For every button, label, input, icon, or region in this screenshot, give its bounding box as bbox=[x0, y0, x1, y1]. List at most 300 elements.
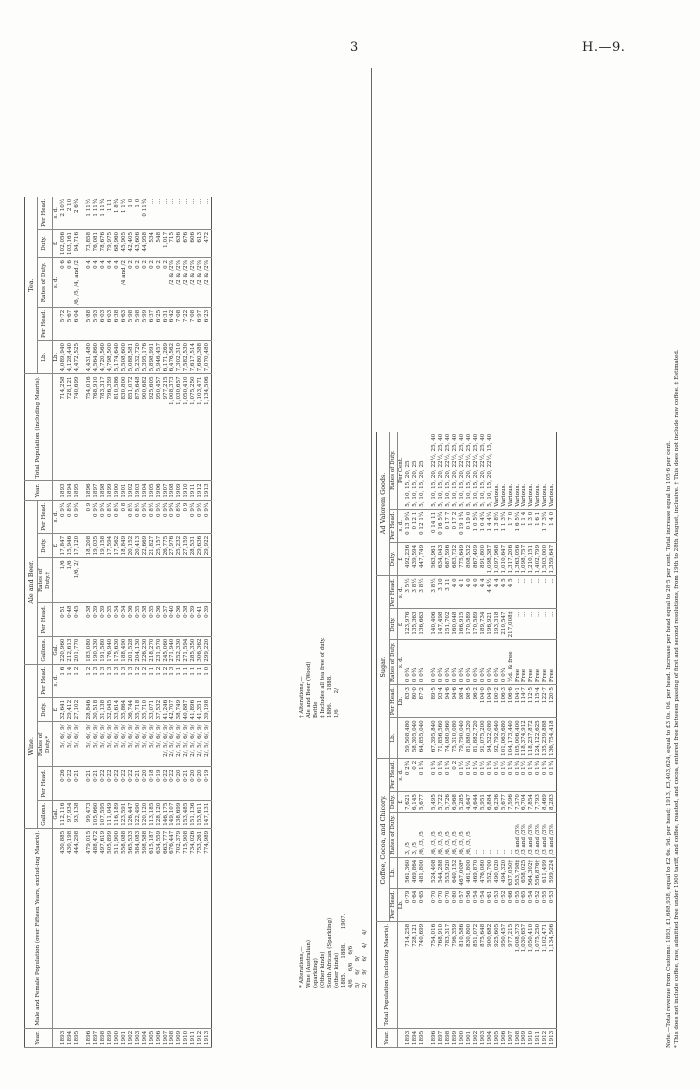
tea-year-cell: 1895 bbox=[74, 481, 81, 500]
tea-duty-per-head-cell: ... bbox=[183, 197, 190, 230]
sugar-lb-cell: 92,792,640 bbox=[494, 718, 501, 759]
ale-per-head-cell: 0·35 bbox=[149, 603, 156, 636]
coffee-duty-cell: 5,722 bbox=[438, 792, 445, 813]
advalorem-per-head-cell: 0 16 5¼ bbox=[438, 509, 445, 542]
wine-gallons-cell: 113,185 bbox=[149, 800, 156, 828]
wine-gallons-cell: 105,660 bbox=[93, 800, 100, 828]
coffee-sugar-advalorem-table bbox=[376, 432, 557, 1048]
coffee-lb-cell: 552,700 bbox=[487, 857, 494, 888]
sugar-duty-cell: 166,915 bbox=[459, 609, 466, 640]
year-cell: 1902 bbox=[128, 1028, 135, 1047]
ale-duty-per-head-cell: 0 9¼ bbox=[190, 500, 197, 533]
ale-duty-per-head-cell: 0 8¾ bbox=[67, 500, 74, 533]
advalorem-duty-cell: 1,098,757 bbox=[521, 542, 528, 575]
col-gallons: Gallons. bbox=[38, 800, 53, 828]
wine-per-head-cell: 0·26 bbox=[60, 767, 67, 800]
wine-rates-cell: 5/, 6/, 9/ bbox=[86, 722, 93, 767]
year-cell: 1906 bbox=[156, 1028, 163, 1047]
tea-lb-cell: 5,946,457 bbox=[156, 340, 163, 373]
tea-duty-per-head-cell: 2 10½ bbox=[60, 197, 67, 230]
advalorem-per-head-cell: 0 17 7 bbox=[445, 509, 452, 542]
unit-label: £ bbox=[52, 229, 59, 257]
ale-duty-per-head-cell: 0 8 bbox=[121, 500, 128, 533]
tea-duty-per-head-cell: ... bbox=[204, 197, 211, 230]
sugar-duty-per-head-cell: 4 4 bbox=[494, 576, 501, 609]
table-row bbox=[142, 197, 149, 1048]
coffee-lb-cell: 467,008* bbox=[459, 857, 466, 888]
wine-note-year: 1888. bbox=[341, 943, 348, 959]
group-advalorem: Ad Valorem Goods. bbox=[377, 432, 390, 576]
ale-duty-cell: 17,847 bbox=[60, 533, 67, 558]
coffee-rates-cell: ... bbox=[487, 813, 494, 858]
tea-year-cell: 1911 bbox=[190, 481, 197, 500]
wine-per-head-cell: 0·22 bbox=[121, 767, 128, 800]
unit-label bbox=[52, 828, 59, 1028]
coffee-duty-per-head-cell: 0 1½ bbox=[480, 758, 487, 791]
ale-duty-cell: 17,562 bbox=[114, 533, 121, 558]
unit-label: s. d. bbox=[52, 197, 59, 230]
tea-year-cell: 1905 bbox=[149, 481, 156, 500]
advalorem-per-head-cell: 1 7 3¼ bbox=[542, 509, 549, 542]
tea-lb-cell: 6,171,269 bbox=[163, 340, 170, 373]
coffee-duty-cell: 7,621 bbox=[405, 792, 412, 813]
wine-gallons-cell: 97,934 bbox=[67, 800, 74, 828]
coffee-per-head-cell: 0·64 bbox=[412, 888, 419, 921]
sugar-duty-cell: 160,048 bbox=[452, 609, 459, 640]
sugar-rates-cell: Free bbox=[515, 640, 522, 685]
population-cell: 796,359 bbox=[452, 921, 459, 1028]
wine-duty-per-head-cell: 1 1 bbox=[183, 664, 190, 697]
coffee-lb-cell: 637,050† bbox=[508, 857, 515, 888]
advalorem-rates-cell: 5, 10, 15, 20, 25 bbox=[419, 432, 426, 510]
advalorem-per-head-cell: 0 17 2 bbox=[452, 509, 459, 542]
coffee-per-head-cell: 0·55 bbox=[542, 888, 549, 921]
wine-rates-cell: 2/, 5/, 6/, 9/ bbox=[204, 722, 211, 767]
sugar-rates-cell: ½d. & free bbox=[508, 640, 515, 685]
wine-note-year: 1907. bbox=[341, 913, 348, 930]
table-row bbox=[549, 432, 556, 1048]
wine-note-rate: 5/ bbox=[355, 982, 362, 988]
tea-rates-cell: /2 & /2⅞ bbox=[204, 258, 211, 308]
ale-duty-per-head-cell: 0 9¼ bbox=[204, 500, 211, 533]
ale-per-head-cell: 0·35 bbox=[107, 603, 114, 636]
sugar-lb-cell: 136,754,418 bbox=[549, 718, 556, 759]
wine-note-line: Wine (Australian) bbox=[306, 940, 313, 988]
sugar-lb-cell: 75,310,080 bbox=[452, 718, 459, 759]
tea-rates-cell: 0 6 bbox=[67, 258, 74, 308]
tea-duty-per-head-cell: 1 0 bbox=[128, 197, 135, 230]
tea-year-cell: 1904 bbox=[142, 481, 149, 500]
ale-rates-cell: 1/6 bbox=[60, 558, 67, 603]
sugar-duty-cell: 170,589 bbox=[466, 609, 473, 640]
sugar-per-head-cell: 120·5 bbox=[549, 685, 556, 718]
ale-per-head-cell: 0·45 bbox=[74, 603, 81, 636]
year-cell: 1906 bbox=[501, 1028, 508, 1047]
wine-duty-cell: 27,102 bbox=[74, 697, 81, 722]
advalorem-rates-cell: 5, 10, 15, 20, 22½, 25, 40 bbox=[473, 432, 480, 510]
unit-label: £ bbox=[397, 609, 404, 640]
table-row bbox=[501, 432, 508, 1048]
tea-lb-cell: 7,302,310 bbox=[176, 340, 183, 373]
unit-label bbox=[397, 1028, 404, 1047]
unit-label: s. d. bbox=[397, 640, 404, 685]
ale-per-head-cell: 0·34 bbox=[114, 603, 121, 636]
ale-rates-cell bbox=[149, 558, 156, 603]
sugar-duty-cell: ... bbox=[542, 609, 549, 640]
coffee-duty-per-head-cell: 0 1½ bbox=[494, 758, 501, 791]
col-per-head: Per Head. bbox=[390, 888, 398, 921]
wine-note-rate: 9/ bbox=[355, 956, 362, 962]
unit-label: Lb. bbox=[397, 685, 404, 718]
tea-per-head-cell: 6·03 bbox=[107, 307, 114, 340]
year-cell: 1910 bbox=[183, 1028, 190, 1047]
tea-duty-per-head-cell: 2 6¾ bbox=[74, 197, 81, 230]
tea-population-cell: 783,317 bbox=[100, 374, 107, 481]
sugar-lb-cell: 94,522,080 bbox=[487, 718, 494, 759]
ale-gallons-cell: 226,230 bbox=[142, 636, 149, 664]
sugar-duty-per-head-cell: ... bbox=[535, 576, 542, 609]
tea-duty-per-head-cell: ... bbox=[190, 197, 197, 230]
coffee-rates-cell: /6, /3, /5 bbox=[459, 813, 466, 858]
advalorem-rates-cell: 5, 10, 15, 20, 22½, 25, 40 bbox=[452, 432, 459, 510]
sugar-duty-per-head-cell: 3 5½ bbox=[405, 576, 412, 609]
tea-rates-cell: 0 2 bbox=[149, 258, 156, 308]
ale-per-head-cell: 0·34 bbox=[121, 603, 128, 636]
population-cell: 479,015 bbox=[86, 828, 93, 1028]
wine-duty-cell: 33,071 bbox=[149, 697, 156, 722]
unit-label: Gal. bbox=[52, 636, 59, 664]
sugar-lb-cell: 79,790,040 bbox=[459, 718, 466, 759]
coffee-lb-cell: 553,798‡ bbox=[515, 857, 522, 888]
wine-note-line: * Alterations,— bbox=[299, 946, 305, 988]
sugar-lb-cell: 135,239,888 bbox=[542, 718, 549, 759]
sugar-lb-cell: 105,006,400 bbox=[515, 718, 522, 759]
wine-duty-per-head-cell: 1 3 bbox=[114, 664, 121, 697]
tea-per-head-cell: 7·08 bbox=[190, 307, 197, 340]
tea-population-cell: 768,910 bbox=[93, 374, 100, 481]
tea-duty-cell: 73,858 bbox=[86, 229, 93, 257]
ale-duty-cell: 27,976 bbox=[169, 533, 176, 558]
tea-rates-cell: 0 4 bbox=[93, 258, 100, 308]
coffee-rates-cell: /3 and /3⅞ bbox=[528, 813, 535, 858]
coffee-duty-cell: 6,968 bbox=[452, 792, 459, 813]
col-lb: Lb. bbox=[390, 857, 398, 888]
advalorem-per-head-cell: 0 12 1¼ bbox=[419, 509, 426, 542]
tea-lb-cell: 4,720,560 bbox=[100, 340, 107, 373]
ale-gallons-cell: 190,330 bbox=[93, 636, 100, 664]
wine-duty-cell: 33,614 bbox=[114, 697, 121, 722]
population-cell: 676,447 bbox=[169, 828, 176, 1028]
table-row bbox=[438, 432, 445, 1048]
wine-duty-per-head-cell: 1 2 bbox=[156, 664, 163, 697]
sugar-lb-cell: 101,063,680 bbox=[501, 718, 508, 759]
advalorem-rates-cell: Various. bbox=[501, 432, 508, 510]
wine-duty-per-head-cell: 1 1 bbox=[176, 664, 183, 697]
year-cell: 1893 bbox=[405, 1028, 412, 1047]
ale-rates-cell: 1/6, 2/ bbox=[74, 558, 81, 603]
ale-rates-cell: 1/6 bbox=[67, 558, 74, 603]
tea-duty-cell: 548 bbox=[156, 229, 163, 257]
tea-population-cell: 754,016 bbox=[86, 374, 93, 481]
unit-label bbox=[52, 558, 59, 603]
table-row bbox=[121, 197, 128, 1048]
tea-population-cell: 1,030,657 bbox=[176, 374, 183, 481]
coffee-duty-cell: 6,884 bbox=[487, 792, 494, 813]
ale-rates-cell bbox=[176, 558, 183, 603]
advalorem-duty-cell: 808,532 bbox=[466, 542, 473, 575]
col-duty: Duty. bbox=[38, 697, 53, 722]
ale-duty-per-head-cell: 0 8¼ bbox=[107, 500, 114, 533]
advalorem-duty-cell: 1,363,056 bbox=[515, 542, 522, 575]
unit-label: £ bbox=[52, 533, 59, 558]
tea-duty-per-head-cell: 1 11¾ bbox=[100, 197, 107, 230]
year-cell: 1896 bbox=[431, 1028, 438, 1047]
sugar-lb-cell: 67,395,840 bbox=[431, 718, 438, 759]
col-rates: Rates of Duty. bbox=[38, 258, 53, 308]
section-divider bbox=[371, 68, 372, 1048]
col-population: Male and Female Population (over Fifteen Years, exclud-ing Maoris). bbox=[25, 828, 53, 1028]
tea-rates-cell: 0 2 bbox=[163, 258, 170, 308]
tea-lb-cell: 5,395,176 bbox=[142, 340, 149, 373]
coffee-duty-per-head-cell: 0 1¾ bbox=[542, 758, 549, 791]
population-cell: 1,134,506 bbox=[549, 921, 556, 1028]
tea-lb-cell: 7,680,388 bbox=[197, 340, 204, 373]
ale-gallons-cell: 299,220 bbox=[204, 636, 211, 664]
sugar-per-head-cell: 94·6 bbox=[445, 685, 452, 718]
ale-gallons-cell: 285,350 bbox=[190, 636, 197, 664]
wine-per-head-cell: 0·21 bbox=[86, 767, 93, 800]
wine-per-head-cell: 0·18 bbox=[149, 767, 156, 800]
coffee-rates-cell: 3, /5 bbox=[405, 813, 412, 858]
tea-duty-cell: 676 bbox=[183, 229, 190, 257]
col-per-head: Per Head. bbox=[38, 307, 53, 340]
ale-per-head-cell: 0·35 bbox=[135, 603, 142, 636]
tea-population-cell: 900,682 bbox=[142, 374, 149, 481]
coffee-duty-per-head-cell: 0 1¾ bbox=[535, 758, 542, 791]
table-row bbox=[459, 432, 466, 1048]
tea-per-head-cell: 6·42 bbox=[169, 307, 176, 340]
year-cell: 1898 bbox=[445, 1028, 452, 1047]
col-year: Year. bbox=[25, 1028, 53, 1047]
advalorem-duty-cell: 492,236 bbox=[405, 542, 412, 575]
tea-per-head-cell: 6·97 bbox=[197, 307, 204, 340]
tea-lb-cell: 4,472,525 bbox=[74, 340, 81, 373]
col-per-head: Per Head. bbox=[38, 197, 53, 230]
wine-rates-cell: 5/, 6/, 9/ bbox=[60, 722, 67, 767]
year-cell: 1910 bbox=[528, 1028, 535, 1047]
wine-rates-cell: 5/, 6/, 9/ bbox=[128, 722, 135, 767]
table-footnote bbox=[666, 68, 681, 1048]
table-row bbox=[452, 432, 459, 1048]
ale-duty-cell: 17,120 bbox=[74, 533, 81, 558]
tea-duty-cell: 42,405 bbox=[128, 229, 135, 257]
population-cell: 715,908 bbox=[183, 828, 190, 1028]
tea-population-cell: 950,457 bbox=[156, 374, 163, 481]
coffee-duty-cell: 6,236 bbox=[494, 792, 501, 813]
tea-population-cell: 851,072 bbox=[128, 374, 135, 481]
sugar-duty-cell: ... bbox=[549, 609, 556, 640]
tea-duty-cell: 68,960 bbox=[114, 229, 121, 257]
ale-per-head-cell: 0·38 bbox=[183, 603, 190, 636]
ale-gallons-cell: 271,940 bbox=[169, 636, 176, 664]
ale-duty-cell: 17,594 bbox=[107, 533, 114, 558]
advalorem-per-head-cell: 1 0 5¼ bbox=[473, 509, 480, 542]
wine-rates-cell: 5/, 6/, 9/ bbox=[156, 722, 163, 767]
sugar-rates-cell: 0 0¾ bbox=[459, 640, 466, 685]
coffee-duty-cell: 8,469 bbox=[542, 792, 549, 813]
coffee-duty-cell: 6,145 bbox=[412, 792, 419, 813]
advalorem-duty-cell: 1,098,387 bbox=[487, 542, 494, 575]
coffee-lb-cell: 611,499 bbox=[542, 857, 549, 888]
wine-gallons-cell: 120,120 bbox=[142, 800, 149, 828]
wine-note-rate: 6/6 bbox=[348, 945, 355, 955]
year-cell: 1901 bbox=[466, 1028, 473, 1047]
sugar-duty-per-head-cell: 3 8½ bbox=[412, 576, 419, 609]
ale-duty-cell: 22,669 bbox=[142, 533, 149, 558]
year-cell: 1903 bbox=[480, 1028, 487, 1047]
wine-rates-cell: 2/, 5/, 6/, 9/ bbox=[163, 722, 170, 767]
wine-duty-cell: 40,887 bbox=[183, 697, 190, 722]
population-cell: 1,102,471 bbox=[542, 921, 549, 1028]
tea-year-cell: 1893 bbox=[60, 481, 67, 500]
advalorem-rates-cell: Various. bbox=[521, 432, 528, 510]
sugar-rates-cell: 0 0¾ bbox=[501, 640, 508, 685]
population-cell: 430,198 bbox=[67, 828, 74, 1028]
coffee-rates-cell: /3 and /3⅞ bbox=[542, 813, 549, 858]
wine-duty-cell: 35,718 bbox=[135, 697, 142, 722]
advalorem-duty-cell: 634,043 bbox=[438, 542, 445, 575]
col-year: Year. bbox=[377, 1028, 398, 1047]
col-rates: Rates of Duty.* bbox=[38, 722, 53, 767]
coffee-per-head-cell: 0·57 bbox=[459, 888, 466, 921]
tea-lb-cell: 4,128,440 bbox=[67, 340, 74, 373]
coffee-duty-cell: 7,854 bbox=[528, 792, 535, 813]
tea-lb-cell: 7,617,514 bbox=[190, 340, 197, 373]
tea-population-cell: 810,586 bbox=[114, 374, 121, 481]
wine-duty-cell: 41,246 bbox=[163, 697, 170, 722]
coffee-duty-cell: 7,793 bbox=[535, 792, 542, 813]
advalorem-per-head-cell: 1 3 8½ bbox=[494, 509, 501, 542]
wine-gallons-cell: 151,136 bbox=[190, 800, 197, 828]
coffee-duty-per-head-cell: 0 1¼ bbox=[473, 758, 480, 791]
advalorem-duty-cell: 687,596 bbox=[445, 542, 452, 575]
footnote-exclusions: * This does not include coffee, raw, admitted free under 1900 tariff, and coffee, roasted, and cocoa, entered free between passing of first and second resolutions, from 19th to 28th August, inclusive. † This does not include raw coffee. ‡ Estimated. bbox=[673, 349, 680, 1048]
ale-gallons-cell: 231,570 bbox=[156, 636, 163, 664]
ale-rates-cell bbox=[121, 558, 128, 603]
bottom-band bbox=[376, 68, 681, 1048]
population-cell: 663,777 bbox=[163, 828, 170, 1028]
tea-rates-cell: /2 & /2⅞ bbox=[190, 258, 197, 308]
tea-per-head-cell: 6·25 bbox=[156, 307, 163, 340]
col-per-head: Per Head. bbox=[390, 509, 398, 542]
advalorem-duty-cell: 1,097,968 bbox=[494, 542, 501, 575]
advalorem-per-head-cell: 1 1 4 bbox=[521, 509, 528, 542]
coffee-duty-per-head-cell: 0 1½ bbox=[459, 758, 466, 791]
ale-gallons-cell: 176,940 bbox=[107, 636, 114, 664]
wine-per-head-cell: 0·22 bbox=[100, 767, 107, 800]
tea-per-head-cell: 6·04 bbox=[74, 307, 81, 340]
table-row bbox=[204, 197, 211, 1048]
page-number: 3 bbox=[350, 40, 359, 55]
wine-note-rate: 4/6 bbox=[348, 979, 355, 988]
coffee-lb-cell: 461,800 bbox=[466, 857, 473, 888]
advalorem-rates-cell: 5, 10, 15, 20, 22½, 25, 40 bbox=[438, 432, 445, 510]
wine-note-line: (sparkling) bbox=[313, 958, 320, 988]
ale-per-head-cell: 0·48 bbox=[67, 603, 74, 636]
unit-label: s. d. bbox=[397, 758, 404, 791]
coffee-lb-cell: 490,020 bbox=[494, 857, 501, 888]
group-tea: Tea. bbox=[25, 197, 38, 374]
table-row bbox=[128, 197, 135, 1048]
year-cell: 1893 bbox=[60, 1028, 67, 1047]
table-row bbox=[528, 432, 535, 1048]
col-per-head: Per Head. bbox=[38, 664, 53, 697]
tea-per-head-cell: 6·23 bbox=[204, 307, 211, 340]
tea-population-cell: 875,648 bbox=[135, 374, 142, 481]
tea-rates-cell: 0 2 bbox=[142, 258, 149, 308]
sugar-duty-per-head-cell: 3 10 bbox=[438, 576, 445, 609]
ale-rates-cell bbox=[190, 558, 197, 603]
unit-label bbox=[52, 307, 59, 340]
coffee-duty-per-head-cell: 0 1½ bbox=[501, 758, 508, 791]
sugar-duty-cell: 151,702 bbox=[445, 609, 452, 640]
sugar-per-head-cell: 115·4 bbox=[535, 685, 542, 718]
wine-duty-cell: 37,532 bbox=[156, 697, 163, 722]
sugar-per-head-cell: 104·1 bbox=[515, 685, 522, 718]
sugar-duty-cell: 170,589 bbox=[473, 609, 480, 640]
wine-rates-cell: 5/, 6/, 9/ bbox=[100, 722, 107, 767]
population-cell: 754,016 bbox=[431, 921, 438, 1028]
col-rates: Rates of Duty. bbox=[390, 432, 398, 510]
sugar-duty-per-head-cell: 3 11 bbox=[445, 576, 452, 609]
wine-duty-per-head-cell: 1 2 bbox=[142, 664, 149, 697]
advalorem-rates-cell: 5, 10, 15, 20, 22½, 25, 40 bbox=[445, 432, 452, 510]
ale-per-head-cell: 0·39 bbox=[93, 603, 100, 636]
ale-alteration-notes bbox=[299, 637, 341, 718]
wine-per-head-cell: 0·22 bbox=[128, 767, 135, 800]
wine-duty-per-head-cell: 1 4 bbox=[67, 664, 74, 697]
sugar-duty-cell: 123,976 bbox=[405, 609, 412, 640]
tea-duty-cell: 534 bbox=[149, 229, 156, 257]
ale-rates-cell bbox=[100, 558, 107, 603]
wine-duty-cell: 30,518 bbox=[93, 697, 100, 722]
wine-per-head-cell: 0·21 bbox=[93, 767, 100, 800]
ale-duty-per-head-cell: 0 9½ bbox=[156, 500, 163, 533]
tea-population-cell: 1,075,250 bbox=[190, 374, 197, 481]
population-cell: 830,800 bbox=[466, 921, 473, 1028]
tea-duty-per-head-cell: ... bbox=[163, 197, 170, 230]
ale-duty-cell: 20,152 bbox=[128, 533, 135, 558]
tea-year-cell: 1903 bbox=[135, 481, 142, 500]
wine-duty-per-head-cell: 1 1 bbox=[149, 664, 156, 697]
coffee-lb-cell: 469,870 bbox=[473, 857, 480, 888]
population-cell: 615,187 bbox=[149, 828, 156, 1028]
advalorem-rates-cell: Various. bbox=[542, 432, 549, 510]
sugar-lb-cell: 81,880,320 bbox=[466, 718, 473, 759]
ale-duty-per-head-cell: 0 9 bbox=[86, 500, 93, 533]
table-row bbox=[93, 197, 100, 1048]
advalorem-rates-cell: Various. bbox=[508, 432, 515, 510]
table-row bbox=[487, 432, 494, 1048]
sugar-rates-cell: 0 0¾ bbox=[480, 640, 487, 685]
advalorem-rates-cell: 5, 10, 15, 20, 22½, 15, 40 bbox=[487, 432, 494, 510]
tea-population-cell: 714,258 bbox=[60, 374, 67, 481]
year-cell: 1913 bbox=[204, 1028, 211, 1047]
tea-population-cell: 977,215 bbox=[163, 374, 170, 481]
unit-label bbox=[397, 857, 404, 888]
table-row bbox=[114, 197, 121, 1048]
coffee-lb-cell: 640,152 bbox=[452, 857, 459, 888]
